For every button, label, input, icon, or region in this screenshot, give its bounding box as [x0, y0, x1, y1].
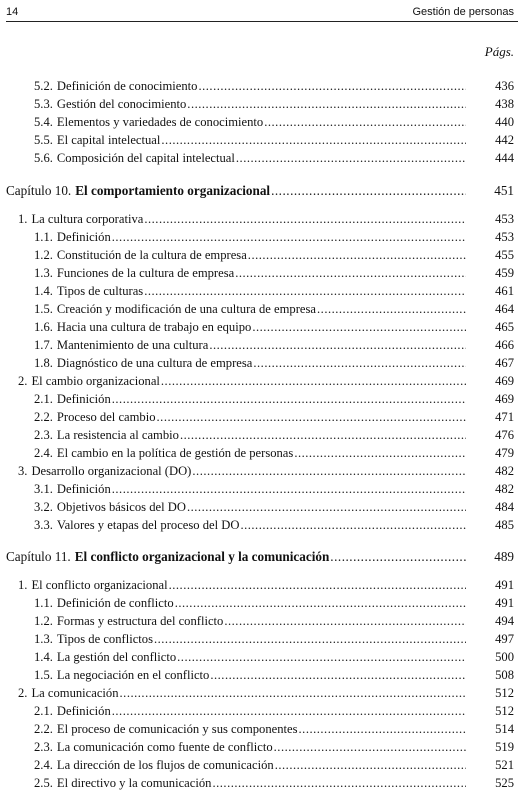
toc-subsection-row: [0, 667, 526, 683]
toc-chapter-row: [0, 183, 526, 199]
entry-number: 3.2.: [34, 500, 53, 514]
entry-title: La cultura corporativa: [31, 212, 144, 226]
entry-number: 1.2.: [34, 614, 53, 628]
entry-page-number: 471: [495, 410, 514, 424]
toc-subsection-row: [0, 337, 526, 353]
dot-leader: [209, 337, 466, 353]
toc-subsection-row: [0, 499, 526, 515]
entry-title: Definición: [56, 392, 111, 406]
entry-number: 1.8.: [34, 356, 53, 370]
entry-title: La negociación en el conflicto: [56, 668, 210, 682]
entry-number: 5.3.: [34, 97, 53, 111]
entry-title: Tipos de conflictos: [56, 632, 153, 646]
entry-page-number: 469: [495, 392, 514, 406]
toc-section-row: [0, 685, 526, 701]
entry-number: 2.3.: [34, 740, 53, 754]
dot-leader: [275, 757, 466, 773]
entry-number: 1.4.: [34, 284, 53, 298]
entry-page-number: 482: [495, 464, 514, 478]
chapter-label: Capítulo 10.: [6, 183, 72, 198]
dot-leader: [161, 373, 466, 389]
toc-subsection-row: [0, 739, 526, 755]
dot-leader: [112, 229, 466, 245]
toc-subsection-row: [0, 301, 526, 317]
dot-leader: [144, 283, 466, 299]
entry-page-number: 482: [495, 482, 514, 496]
dot-leader: [120, 685, 466, 701]
entry-number: 1.: [18, 578, 28, 592]
toc-subsection-row: [0, 775, 526, 791]
toc-section-row: [0, 463, 526, 479]
entry-number: 3.1.: [34, 482, 53, 496]
dot-leader: [210, 667, 466, 683]
entry-title: Mantenimiento de una cultura: [56, 338, 209, 352]
dot-leader: [317, 301, 466, 317]
entry-title: El conflicto organizacional: [31, 578, 168, 592]
entry-title: Hacia una cultura de trabajo en equipo: [56, 320, 252, 334]
entry-page-number: 451: [494, 183, 514, 198]
entry-title: Definición: [56, 482, 111, 496]
entry-page-number: 453: [495, 230, 514, 244]
dot-leader: [154, 631, 466, 647]
entry-title: Creación y modificación de una cultura de empresa: [56, 302, 317, 316]
entry-title: Constitución de la cultura de empresa: [56, 248, 247, 262]
entry-page-number: 461: [495, 284, 514, 298]
entry-number: 1.5.: [34, 668, 53, 682]
entry-title: Formas y estructura del conflicto: [56, 614, 224, 628]
toc-subsection-row: [0, 631, 526, 647]
running-header: [6, 6, 514, 20]
entry-page-number: 438: [495, 97, 514, 111]
entry-title: El cambio organizacional: [31, 374, 160, 388]
toc-subsection-row: [0, 391, 526, 407]
entry-number: 2.4.: [34, 446, 53, 460]
dot-leader: [112, 481, 466, 497]
toc-section-row: [0, 577, 526, 593]
entry-title: Proceso del cambio: [56, 410, 156, 424]
pages-column-label: Págs.: [484, 44, 514, 59]
entry-title: El capital intelectual: [56, 133, 161, 147]
dot-leader: [180, 427, 466, 443]
entry-page-number: 521: [495, 758, 514, 772]
entry-number: 2.5.: [34, 776, 53, 790]
toc-subsection-row: [0, 78, 526, 94]
toc-subsection-row: [0, 649, 526, 665]
dot-leader: [271, 183, 466, 199]
toc-subsection-row: [0, 355, 526, 371]
header-rule: [6, 21, 518, 22]
toc-subsection-row: [0, 283, 526, 299]
entry-page-number: 442: [495, 133, 514, 147]
dot-leader: [330, 549, 466, 565]
toc-subsection-row: [0, 595, 526, 611]
entry-number: 1.5.: [34, 302, 53, 316]
dot-leader: [187, 499, 466, 515]
entry-page-number: 455: [495, 248, 514, 262]
entry-title: Definición: [56, 230, 111, 244]
entry-page-number: 459: [495, 266, 514, 280]
entry-title: La comunicación como fuente de conflicto: [56, 740, 273, 754]
entry-title: Definición de conocimiento: [56, 79, 198, 93]
entry-number: 3.: [18, 464, 28, 478]
dot-leader: [198, 78, 466, 94]
entry-page-number: 440: [495, 115, 514, 129]
toc-subsection-row: [0, 445, 526, 461]
entry-number: 2.2.: [34, 722, 53, 736]
entry-title: Definición: [56, 704, 111, 718]
entry-page-number: 453: [495, 212, 514, 226]
entry-page-number: 444: [495, 151, 514, 165]
toc-subsection-row: [0, 96, 526, 112]
running-title: Gestión de personas: [412, 6, 514, 18]
entry-number: 1.7.: [34, 338, 53, 352]
toc-subsection-row: [0, 703, 526, 719]
entry-title: El cambio en la política de gestión de personas: [56, 446, 294, 460]
entry-number: 1.: [18, 212, 28, 226]
entry-page-number: 525: [495, 776, 514, 790]
entry-page-number: 497: [495, 632, 514, 646]
entry-page-number: 494: [495, 614, 514, 628]
entry-number: 2.1.: [34, 704, 53, 718]
entry-number: 1.3.: [34, 266, 53, 280]
entry-title: Composición del capital intelectual: [56, 151, 235, 165]
entry-page-number: 465: [495, 320, 514, 334]
toc-subsection-row: [0, 132, 526, 148]
entry-page-number: 479: [495, 446, 514, 460]
entry-number: 2.2.: [34, 410, 53, 424]
entry-page-number: 476: [495, 428, 514, 442]
dot-leader: [235, 265, 466, 281]
entry-title: La resistencia al cambio: [56, 428, 179, 442]
toc-subsection-row: [0, 247, 526, 263]
entry-page-number: 491: [495, 578, 514, 592]
entry-title: El directivo y la comunicación: [56, 776, 212, 790]
dot-leader: [294, 445, 466, 461]
entry-number: 1.4.: [34, 650, 53, 664]
dot-leader: [236, 150, 466, 166]
entry-title: Desarrollo organizacional (DO): [31, 464, 192, 478]
toc-subsection-row: [0, 613, 526, 629]
dot-leader: [175, 595, 466, 611]
entry-page-number: 491: [495, 596, 514, 610]
entry-page-number: 508: [495, 668, 514, 682]
toc-subsection-row: [0, 319, 526, 335]
entry-number: 5.4.: [34, 115, 53, 129]
entry-page-number: 512: [495, 704, 514, 718]
entry-number: 5.2.: [34, 79, 53, 93]
chapter-label: Capítulo 11.: [6, 549, 71, 564]
entry-title: La comunicación: [31, 686, 119, 700]
entry-page-number: 464: [495, 302, 514, 316]
dot-leader: [161, 132, 466, 148]
entry-page-number: 500: [495, 650, 514, 664]
entry-page-number: 469: [495, 374, 514, 388]
entry-number: 2.1.: [34, 392, 53, 406]
toc-subsection-row: [0, 517, 526, 533]
entry-number: 1.1.: [34, 230, 53, 244]
toc-subsection-row: [0, 721, 526, 737]
entry-page-number: 519: [495, 740, 514, 754]
dot-leader: [112, 703, 466, 719]
entry-title: Funciones de la cultura de empresa: [56, 266, 235, 280]
entry-page-number: 514: [495, 722, 514, 736]
entry-title: Diagnóstico de una cultura de empresa: [56, 356, 253, 370]
dot-leader: [299, 721, 466, 737]
toc-subsection-row: [0, 150, 526, 166]
dot-leader: [157, 409, 466, 425]
dot-leader: [169, 577, 466, 593]
toc-subsection-row: [0, 757, 526, 773]
entry-number: 1.6.: [34, 320, 53, 334]
entry-title: La gestión del conflicto: [56, 650, 177, 664]
dot-leader: [264, 114, 466, 130]
entry-page-number: 484: [495, 500, 514, 514]
entry-title: Gestión del conocimiento: [56, 97, 187, 111]
page-number: 14: [6, 6, 19, 18]
entry-page-number: 436: [495, 79, 514, 93]
entry-title: La dirección de los flujos de comunicación: [56, 758, 274, 772]
toc-chapter-row: [0, 549, 526, 565]
entry-number: 3.3.: [34, 518, 53, 532]
entry-number: 1.2.: [34, 248, 53, 262]
dot-leader: [252, 319, 466, 335]
toc-subsection-row: [0, 481, 526, 497]
toc-subsection-row: [0, 265, 526, 281]
entry-title: Valores y etapas del proceso del DO: [56, 518, 240, 532]
entry-title: El conflicto organizacional y la comunicación: [74, 549, 330, 564]
entry-number: 1.3.: [34, 632, 53, 646]
dot-leader: [177, 649, 466, 665]
entry-page-number: 512: [495, 686, 514, 700]
toc-section-row: [0, 373, 526, 389]
dot-leader: [187, 96, 466, 112]
entry-page-number: 466: [495, 338, 514, 352]
entry-title: El proceso de comunicación y sus componentes: [56, 722, 298, 736]
entry-number: 1.1.: [34, 596, 53, 610]
toc-subsection-row: [0, 409, 526, 425]
toc-section-row: [0, 211, 526, 227]
entry-number: 5.6.: [34, 151, 53, 165]
entry-title: Tipos de culturas: [56, 284, 144, 298]
entry-title: El comportamiento organizacional: [75, 183, 271, 198]
entry-title: Objetivos básicos del DO: [56, 500, 186, 514]
entry-number: 5.5.: [34, 133, 53, 147]
dot-leader: [112, 391, 466, 407]
dot-leader: [144, 211, 466, 227]
entry-title: Elementos y variedades de conocimiento: [56, 115, 264, 129]
dot-leader: [248, 247, 466, 263]
entry-page-number: 485: [495, 518, 514, 532]
dot-leader: [212, 775, 466, 791]
dot-leader: [253, 355, 466, 371]
dot-leader: [274, 739, 466, 755]
entry-page-number: 467: [495, 356, 514, 370]
toc-subsection-row: [0, 114, 526, 130]
dot-leader: [224, 613, 466, 629]
entry-page-number: 489: [494, 549, 514, 564]
entry-title: Definición de conflicto: [56, 596, 174, 610]
dot-leader: [240, 517, 466, 533]
toc-subsection-row: [0, 427, 526, 443]
dot-leader: [192, 463, 466, 479]
entry-number: 2.: [18, 374, 28, 388]
entry-number: 2.4.: [34, 758, 53, 772]
entry-number: 2.: [18, 686, 28, 700]
entry-number: 2.3.: [34, 428, 53, 442]
toc-subsection-row: [0, 229, 526, 245]
